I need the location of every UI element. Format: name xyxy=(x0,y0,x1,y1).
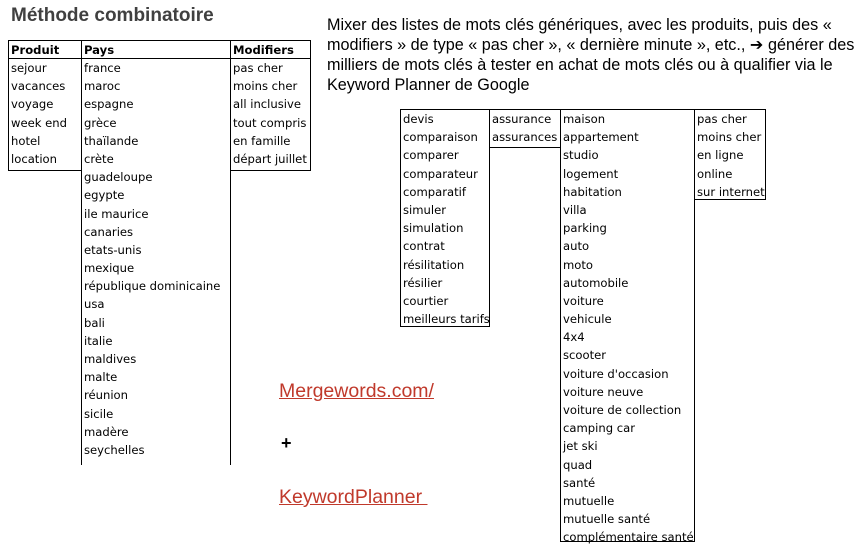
table-cell: maison xyxy=(563,112,606,126)
table-cell: malte xyxy=(84,370,118,385)
table-cell: appartement xyxy=(563,130,639,145)
table-cell: complémentaire santé xyxy=(563,530,694,545)
table-cell: ile maurice xyxy=(84,206,149,221)
table-cell: mexique xyxy=(84,261,135,276)
table-cell: voiture neuve xyxy=(563,384,644,399)
table-cell: contrat xyxy=(403,239,445,254)
table-cell: sejour xyxy=(11,61,47,75)
table-cell: 4x4 xyxy=(563,330,585,345)
table-cell: location xyxy=(11,151,58,166)
table-cell: moto xyxy=(563,257,594,272)
table-cell: en famille xyxy=(233,133,291,148)
table-cell: jet ski xyxy=(563,439,598,454)
table-cell: habitation xyxy=(563,184,622,199)
table-cell: seychelles xyxy=(84,442,145,457)
table-cell: vehicule xyxy=(563,312,612,327)
table-cell: voiture de collection xyxy=(563,403,682,417)
table-cell: assurance xyxy=(492,112,552,126)
table-cell: all inclusive xyxy=(233,97,302,112)
table-cell: grèce xyxy=(84,115,117,130)
intro-paragraph: Mixer des listes de mots clés génériques, avec les produits, puis des « modifiers » de type « pas cher », « dernière minute », etc., ➔ générer des milliers de mots clés à tester en achat de mots clés ou à qualifier via le Keyword Planner de Google xyxy=(327,16,855,94)
plus-sign: + xyxy=(281,433,292,453)
table-cell: auto xyxy=(563,239,590,254)
page-title: Méthode combinatoire xyxy=(11,5,214,26)
table-cell: assurances xyxy=(492,130,558,145)
table-cell: online xyxy=(697,166,733,181)
mergewords-link[interactable]: Mergewords.com/ xyxy=(279,380,434,402)
table1-col-pays xyxy=(81,40,231,465)
table-cell: voyage xyxy=(11,97,54,112)
table-cell: en ligne xyxy=(697,148,744,163)
table-cell: résilitation xyxy=(403,257,465,272)
table-cell: france xyxy=(84,61,121,75)
table-cell: pas cher xyxy=(697,112,747,126)
table-cell: république dominicaine xyxy=(84,279,221,294)
table-cell: camping car xyxy=(563,421,635,436)
table-cell: thaïlande xyxy=(84,133,139,148)
table-cell: studio xyxy=(563,148,599,163)
table-cell: comparatif xyxy=(403,184,466,199)
table-cell: moins cher xyxy=(233,79,298,94)
table2-col-actions xyxy=(400,109,490,327)
table2-col-objets xyxy=(560,109,695,545)
table-cell: tout compris xyxy=(233,115,307,130)
table-cell: comparaison xyxy=(403,130,478,145)
table-cell: voiture d'occasion xyxy=(563,366,669,381)
table-cell: usa xyxy=(84,297,105,312)
table-cell: quad xyxy=(563,457,593,472)
table-cell: guadeloupe xyxy=(84,170,153,185)
table-cell: sicile xyxy=(84,406,114,421)
table-cell: santé xyxy=(563,475,596,490)
table-cell: villa xyxy=(563,202,587,217)
table-cell: mutuelle xyxy=(563,493,615,508)
column-header: Modifiers xyxy=(231,41,310,59)
table-cell: week end xyxy=(11,115,67,130)
table-cell: départ juillet xyxy=(233,151,307,166)
table-cell: vacances xyxy=(11,79,66,94)
table2-col-modifiers xyxy=(694,109,766,200)
table-cell: automobile xyxy=(563,275,629,290)
table-cell: comparer xyxy=(403,148,459,163)
table-cell: maroc xyxy=(84,79,121,94)
table-cell: egypte xyxy=(84,188,125,203)
table-cell: maldives xyxy=(84,352,137,366)
column-header: Pays xyxy=(82,41,230,59)
table-cell: canaries xyxy=(84,224,134,239)
table-cell: résilier xyxy=(403,275,443,290)
table-cell: crète xyxy=(84,151,114,166)
table-cell: hotel xyxy=(11,133,41,148)
table-cell: scooter xyxy=(563,348,607,363)
table-cell: moins cher xyxy=(697,130,762,145)
column-header: Produit xyxy=(9,41,81,59)
table-cell: sur internet xyxy=(697,184,765,199)
table-cell: courtier xyxy=(403,293,449,308)
table-cell: mutuelle santé xyxy=(563,512,651,527)
keywordplanner-link[interactable]: KeywordPlanner xyxy=(279,486,428,508)
table-cell: logement xyxy=(563,166,619,181)
table1-col-modifiers xyxy=(230,40,311,171)
table1-col-produit xyxy=(8,40,82,171)
table-cell: espagne xyxy=(84,97,134,112)
table-cell: bali xyxy=(84,315,105,330)
table2-col-assurance xyxy=(489,109,561,148)
table-cell: pas cher xyxy=(233,61,283,75)
table-cell: réunion xyxy=(84,388,129,403)
table-cell: parking xyxy=(563,221,607,236)
table-cell: simuler xyxy=(403,202,447,217)
table-cell: madère xyxy=(84,424,129,439)
table-cell: comparateur xyxy=(403,166,478,181)
table-cell: simulation xyxy=(403,221,464,236)
table-cell: etats-unis xyxy=(84,242,142,257)
table-cell: italie xyxy=(84,333,113,348)
table-cell: meilleurs tarifs xyxy=(403,312,490,327)
table-cell: devis xyxy=(403,112,434,126)
table-cell: voiture xyxy=(563,293,604,308)
